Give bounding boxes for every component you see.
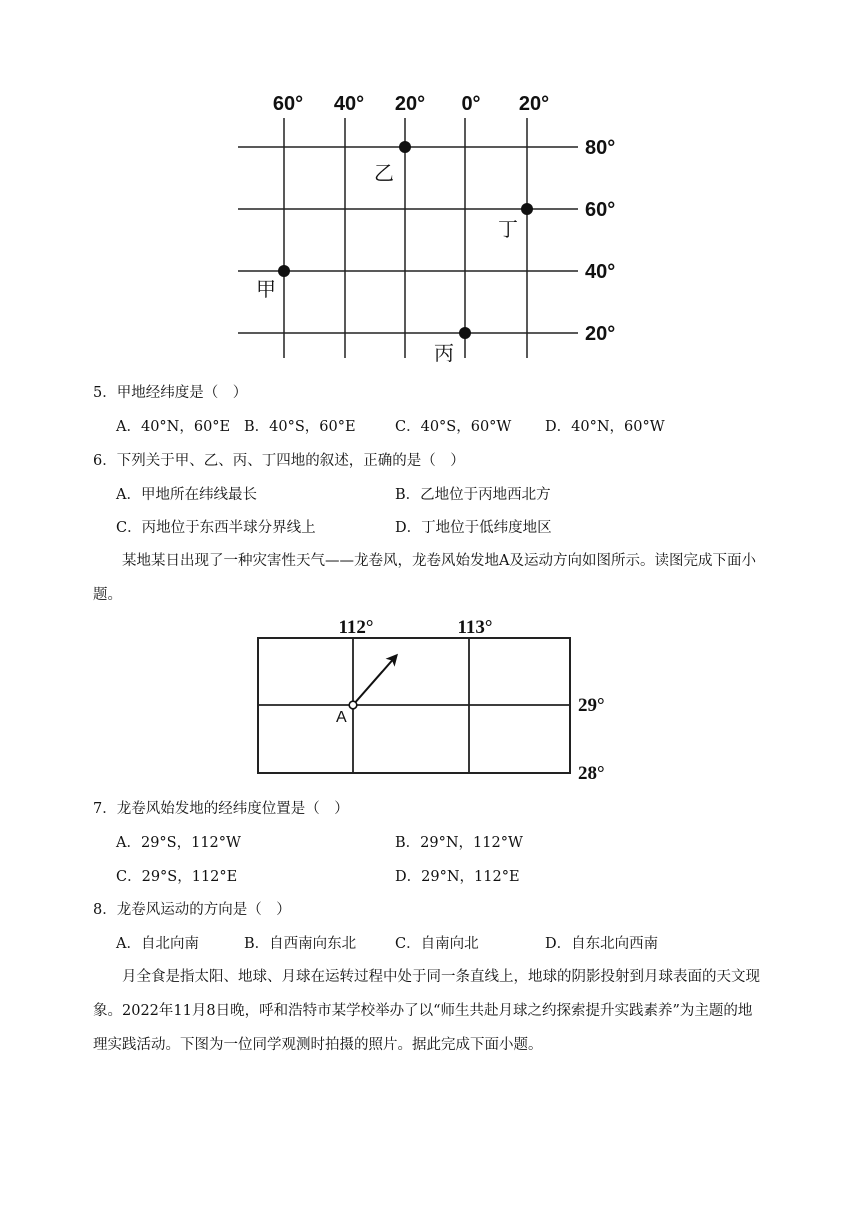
lon-label-20w: 20° [394, 93, 426, 115]
lon-label-0: 0° [461, 93, 481, 115]
q8-option-c: C．自南向北 [395, 936, 479, 952]
point-label-jia: 甲 [256, 279, 276, 301]
q5-option-b: B．40°S，60°E [244, 419, 356, 435]
point-label-a: A [336, 709, 347, 726]
q7-option-c: C．29°S，112°E [116, 869, 238, 885]
lat-label-60: 60° [585, 199, 616, 221]
grid-lines [238, 118, 578, 358]
q7-option-d: D．29°N，112°E [395, 869, 520, 885]
figure-tornado-grid [0, 600, 860, 800]
lon-label-40w: 40° [333, 93, 365, 115]
q7-stem: 7．龙卷风始发地的经纬度位置是（ ） [93, 801, 349, 817]
q8-option-d: D．自东北向西南 [545, 936, 659, 952]
q8-option-a: A．自北向南 [116, 936, 199, 952]
point-yi [399, 141, 411, 153]
q6-option-b: B．乙地位于丙地西北方 [395, 487, 551, 503]
q6-option-d: D．丁地位于低纬度地区 [395, 520, 552, 536]
q5-stem: 5．甲地经纬度是（ ） [93, 385, 248, 401]
q8-stem: 8．龙卷风运动的方向是（ ） [93, 902, 291, 918]
point-bing [459, 327, 471, 339]
q6-option-a: A．甲地所在纬线最长 [116, 487, 257, 503]
point-label-yi: 乙 [374, 163, 394, 185]
lat-label-40: 40° [585, 261, 616, 283]
point-jia [278, 265, 290, 277]
point-ding [521, 203, 533, 215]
q6-option-c: C．丙地位于东西半球分界线上 [116, 520, 316, 536]
intro-tornado: 某地某日出现了一种灾害性天气——龙卷风，龙卷风始发地A及运动方向如图所示。读图完成下面小题。 [93, 553, 756, 603]
lon-label-112: 112° [338, 617, 374, 638]
lat-label-80: 80° [585, 137, 616, 159]
q5-option-d: D．40°N，60°W [545, 419, 665, 435]
q8-option-b: B．自西南向东北 [244, 936, 357, 952]
q6-stem: 6．下列关于甲、乙、丙、丁四地的叙述，正确的是（ ） [93, 453, 465, 469]
q7-option-a: A．29°S，112°W [116, 835, 241, 851]
figure-latlon-grid [0, 0, 860, 370]
point-a [349, 701, 357, 709]
lat-label-28: 28° [578, 763, 605, 784]
lon-label-113: 113° [457, 617, 493, 638]
lat-label-29: 29° [578, 695, 605, 716]
point-label-ding: 丁 [498, 219, 518, 241]
lat-label-20: 20° [585, 323, 616, 345]
tornado-direction-arrow [353, 656, 396, 705]
tornado-grid-lines [258, 638, 570, 773]
q5-option-c: C．40°S，60°W [395, 419, 512, 435]
point-label-bing: 丙 [434, 343, 454, 365]
lon-label-60w: 60° [272, 93, 304, 115]
q5-option-a: A．40°N，60°E [116, 419, 231, 435]
intro-lunar-eclipse: 月全食是指太阳、地球、月球在运转过程中处于同一条直线上，地球的阴影投射到月球表面的天文现象。2022年11月8日晚，呼和浩特市某学校举办了以“师生共赴月球之约探索提升实践素养”为主题的地理实践活动。下图为一位同学观测时拍摄的照片。据此完成下面小题。 [93, 969, 760, 1053]
q7-option-b: B．29°N，112°W [395, 835, 523, 851]
lon-label-20e: 20° [518, 93, 550, 115]
